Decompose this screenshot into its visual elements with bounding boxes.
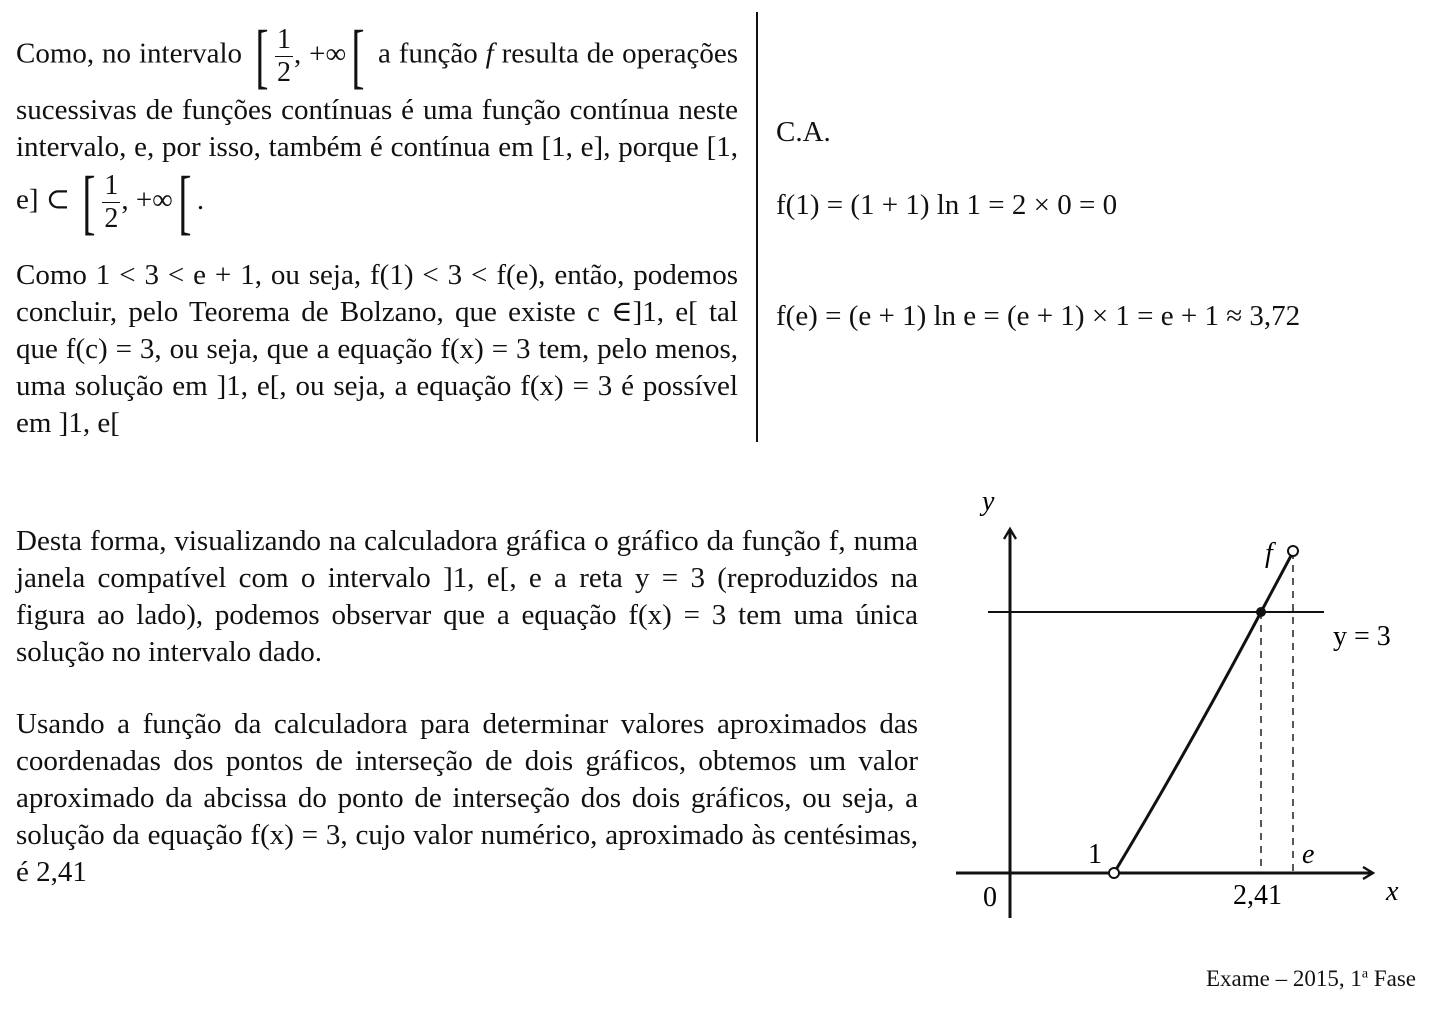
paragraph-graphic: [16, 523, 918, 671]
frac-denominator: 2: [276, 56, 291, 88]
text-function: a função: [378, 37, 478, 70]
ca-title: C.A.: [776, 116, 831, 148]
frac-numerator-2: 1: [104, 169, 119, 201]
ca-equation-f1: f(1) = (1 + 1) ln 1 = 2 × 0 = 0: [776, 189, 1118, 221]
symbol-f: f: [485, 37, 494, 70]
exam-reference: [1206, 966, 1416, 992]
open-point-start: [1109, 868, 1119, 878]
solution-text: Usando a função da calculadora para determinar valores aproximados das coordenadas dos pontos de interseção de dois gráficos, obtemos um valor aproximado da abcissa do ponto de interseção dos dois gráficos, ou seja, a solução da equação f(x) = 3, cujo valor numérico, aproximado às centésimas, é 2,41: [16, 708, 918, 888]
label-solution: 2,41: [1233, 880, 1282, 911]
intersection-point: [1256, 607, 1266, 617]
exam-sup: a: [1361, 966, 1369, 982]
text-plus-infinity-2: , +∞: [121, 183, 173, 216]
label-e: e: [1302, 839, 1315, 870]
vertical-divider: [756, 12, 758, 442]
paragraph-solution: [16, 706, 918, 891]
frac-denominator-2: 2: [104, 202, 119, 234]
text-intro: Como, no intervalo: [16, 37, 243, 70]
exam-phase: Fase: [1368, 966, 1416, 991]
text-plus-infinity: , +∞: [293, 37, 347, 70]
label-y-axis: y: [982, 486, 995, 517]
paragraph-bolzano: [16, 257, 738, 442]
open-point-end: [1288, 546, 1298, 556]
exam-name: Exame – 2015, 1: [1206, 966, 1362, 991]
interval-half-infinity: [ $\frac{1}{2}$ , +∞[: [255, 16, 365, 96]
function-graph: [940, 480, 1420, 930]
label-curve-f: f: [1265, 538, 1273, 569]
label-line-y3: y = 3: [1333, 621, 1391, 652]
label-x-axis: x: [1386, 876, 1399, 907]
label-origin: 0: [983, 882, 997, 913]
graphic-text: Desta forma, visualizando na calculadora gráfica o gráfico da função f, numa janela compatível com o intervalo ]1, e[, e a reta y = 3 (reproduzidos na figura ao lado), podemos observar que a equação f(x) = 3 tem uma única solução no intervalo dado.: [16, 525, 918, 668]
ca-equation-fe: f(e) = (e + 1) ln e = (e + 1) × 1 = e + 1 ≈ 3,72: [776, 300, 1301, 332]
interval-half-infinity-2: [ $\frac{1}{2}$ , +∞[ .: [82, 162, 205, 242]
text-continuity: resulta de operações sucessivas de funções contínuas é uma função contínua neste intervalo, e, por isso, também é contínua em [1, e], porque [1, e] ⊂: [16, 37, 738, 216]
bolzano-text: Como 1 < 3 < e + 1, ou seja, f(1) < 3 < f(e), então, podemos concluir, pelo Teorema de Bolzano, que existe c ∈]1, e[ tal que f(c) = 3, ou seja, que a equação f(x) = 3 tem, pelo menos, uma solução em ]1, e[, ou seja, a equação f(x) = 3 é possível em ]1, e[: [16, 259, 738, 439]
curve-f: [1114, 552, 1293, 873]
label-one: 1: [1088, 839, 1102, 870]
text-period: .: [196, 183, 205, 216]
frac-numerator: 1: [276, 23, 291, 55]
paragraph-continuity: [16, 16, 738, 242]
